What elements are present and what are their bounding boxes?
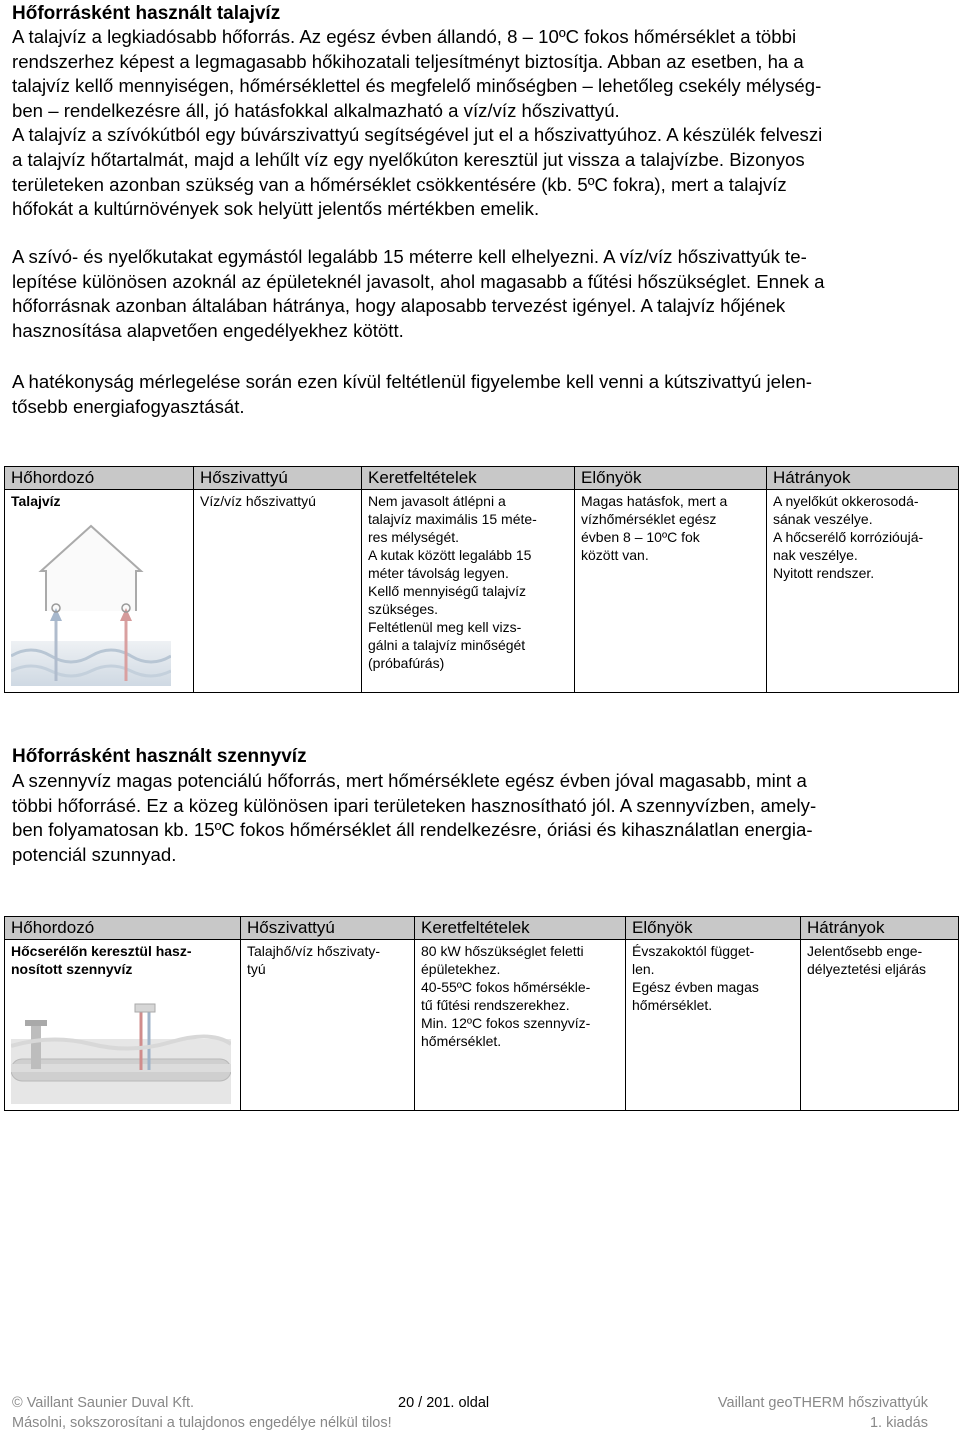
cell-elonyok: Évszakoktól függet- len. Egész évben magas hőmérséklet.	[626, 940, 801, 1111]
sewage-heatpump-illustration	[11, 984, 231, 1104]
header-hatranyok: Hátrányok	[801, 917, 959, 940]
paragraph-talajviz-2: A szívó- és nyelőkutakat egymástól legalább 15 méterre kell elhelyezni. A víz/víz hőszivattyúk te- lepítése különösen azoknál az épületeknél javasolt, ahol magasabb a fűtési hőszükséglet. Ennek a hőforrásnak azonban általában hátránya, hogy alaposabb tervezést igényel. A talajvíz hőjének hasznosítása alapvetően engedélyekhez kötött.	[12, 246, 825, 341]
header-hoszivattyu: Hőszivattyú	[241, 917, 415, 940]
paragraph-talajviz-1: A talajvíz a legkiadósabb hőforrás. Az egész évben állandó, 8 – 10ºC fokos hőmérséklet a többi rendszerhez képest a legmagasabb hőkihozatali teljesítményt biztosítja. Abban az esetben, ha a talajvíz kellő mennyiségen, hőmérséklettel és megfelelő minőségben – lehetőleg csekély mélység- ben – rendelkezésre áll, jó hatásfokkal alkalmazható a víz/víz hőszivattyú. A talajvíz a szívókútból egy búvárszivattyú segítségével jut el a hőszivattyúhoz. A készülék felveszi a talajvíz hőtartalmát, majd a lehűlt víz egy nyelőkúton keresztül jut vissza a talajvízbe. Bizonyos területeken azonban szükség van a hőmérséklet csökkentésére (kb. 5ºC fokra), mert a talajvíz hőfokát a kultúrnövények sok helyütt jelentős mértékben emelik.	[12, 26, 823, 220]
cell-hoszivattyu: Talajhő/víz hőszivaty- tyú	[241, 940, 415, 1111]
cell-hohordozo	[5, 940, 241, 1111]
paragraph-talajviz-3: A hatékonyság mérlegelése során ezen kívül feltétlenül figyelembe kell venni a kútszivattyú jelen- tősebb energiafogyasztását.	[12, 371, 812, 417]
table-talajviz	[4, 466, 959, 693]
cell-hohordozo	[5, 490, 194, 693]
footer-product: Vaillant geoTHERM hőszivattyúk	[717, 1395, 928, 1411]
header-hohordozo: Hőhordozó	[5, 917, 241, 940]
header-keretfeltetelek: Keretfeltételek	[362, 467, 575, 490]
groundwater-heatpump-illustration	[11, 516, 171, 686]
table-row	[5, 490, 959, 693]
footer-copyright: © Vaillant Saunier Duval Kft.	[12, 1395, 195, 1411]
paragraph-szennyviz: A szennyvíz magas potenciálú hőforrás, mert hőmérséklete egész évben jóval magasabb, mint a többi hőforrásé. Ez a közeg különösen ipari területeken hasznosítható jól. A szennyvízben, amely- ben folyamatosan kb. 15ºC fokos hőmérséklet áll rendelkezésre, óriási és kihasználatlan energia- potenciál szunnyad.	[12, 770, 817, 865]
cell-keretfeltetelek: Nem javasolt átlépni a talajvíz maximális 15 méte- res mélységét. A kutak között legalább 15 méter távolság legyen. Kellő mennyiségű talajvíz szükséges. Feltétlenül meg kell vizs- gálni a talajvíz minőségét (próbafúrás)	[362, 490, 575, 693]
header-keretfeltetelek: Keretfeltételek	[415, 917, 626, 940]
footer-page-number: 20 / 201. oldal	[398, 1395, 490, 1411]
table-row	[5, 940, 959, 1111]
header-hoszivattyu: Hőszivattyú	[194, 467, 362, 490]
cell-keretfeltetelek: 80 kW hőszükséglet feletti épületekhez. 40-55ºC fokos hőmérsékle- tű fűtési rendszerekhez. Min. 12ºC fokos szennyvíz- hőmérséklet.	[415, 940, 626, 1111]
table-header-row	[5, 917, 959, 940]
header-hohordozo: Hőhordozó	[5, 467, 194, 490]
header-hatranyok: Hátrányok	[767, 467, 959, 490]
cell-hohordozo-text: Talajvíz	[11, 493, 61, 509]
footer-edition: 1. kiadás	[869, 1415, 928, 1431]
section-title-talajviz: Hőforrásként használt talajvíz	[12, 3, 281, 24]
section-title-szennyviz: Hőforrásként használt szennyvíz	[12, 746, 307, 767]
table-szennyviz	[4, 916, 959, 1111]
cell-hatranyok: Jelentősebb enge- délyeztetési eljárás	[801, 940, 959, 1111]
cell-hoszivattyu: Víz/víz hőszivattyú	[194, 490, 362, 693]
cell-hohordozo-text: Hőcserélőn keresztül hasz- nosított szennyvíz	[11, 943, 192, 977]
header-elonyok: Előnyök	[575, 467, 767, 490]
footer-copy-notice: Másolni, sokszorosítani a tulajdonos engedélye nélkül tilos!	[12, 1415, 392, 1431]
cell-elonyok: Magas hatásfok, mert a vízhőmérséklet egész évben 8 – 10ºC fok között van.	[575, 490, 767, 693]
header-elonyok: Előnyök	[626, 917, 801, 940]
cell-hatranyok: A nyelőkút okkerosodá- sának veszélye. A hőcserélő korrózióujá- nak veszélye. Nyitott rendszer.	[767, 490, 959, 693]
table-header-row	[5, 467, 959, 490]
